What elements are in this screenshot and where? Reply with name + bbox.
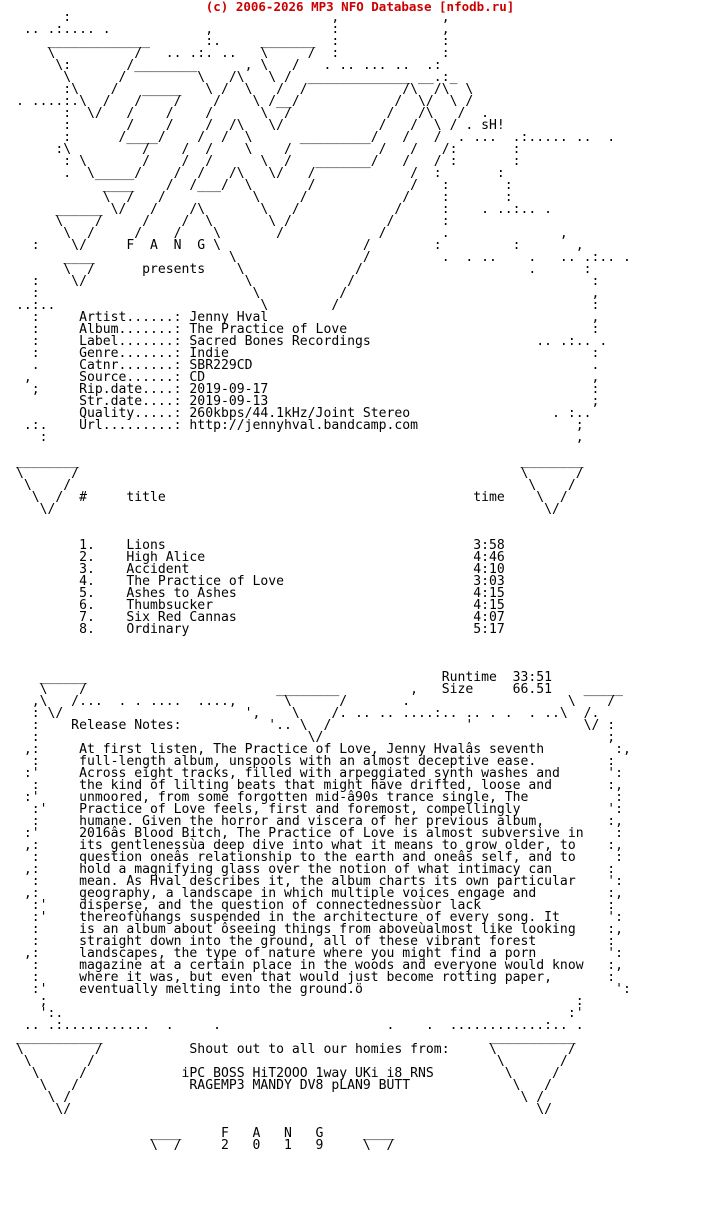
nfo-line: 3. Accident 4:10: [16, 562, 505, 577]
nfo-line: [16, 516, 631, 528]
nfo-line: .. .:.... . , : ,: [16, 22, 450, 37]
nfo-line: \ / / \ / / : :: [16, 190, 513, 205]
nfo-line: . \_____/ / / /\ \/ / / : :: [16, 166, 505, 181]
nfo-line: ,: At first listen, The Practice of Love, Jenny Hvalâs seventh :,: [16, 742, 631, 757]
nfo-line: ':. :': [16, 1006, 584, 1021]
nfo-line: : Album.......: The Practice of Love :: [16, 322, 600, 337]
nfo-line: ____ F A N G ____: [16, 1126, 395, 1141]
nfo-line: :' thereofùhangs suspended in the architecture of every song. It ':: [16, 910, 623, 925]
nfo-line: \ / .. .:. .. \ / : :: [16, 46, 450, 61]
nfo-line: ,: geography, a landscape in which multiple voices engage and :,: [16, 886, 623, 901]
nfo-line: \: /________ , \ / . .. ... .. .:: [16, 58, 442, 73]
nfo-line: Quality.....: 260kbps/44.1kHz/Joint Stereo . :..: [16, 406, 592, 421]
nfo-line: ; :: [16, 994, 584, 1009]
nfo-line: , Source......: CD ,: [16, 370, 600, 385]
nfo-line: \ / RAGEMP3 MANDY DV8 pLAN9 BUTT \ /: [16, 1078, 553, 1093]
nfo-line: \ / iPC BOSS HiT2OOO 1way UKi i8 RNS \ /: [16, 1066, 560, 1081]
nfo-line: 4. The Practice of Love 3:03: [16, 574, 505, 589]
nfo-line: \/ \/: [16, 502, 560, 517]
nfo-line: : Label.......: Sacred Bones Recordings .. .:.. .: [16, 334, 608, 349]
nfo-line: ,\ /... . . .... ...., \ / . \ /: [16, 694, 616, 709]
nfo-line: 6. Thumbsucker 4:15: [16, 598, 505, 613]
nfo-line: : full-length album, unspools with an almost deceptive ease. :: [16, 754, 616, 769]
nfo-line: : is an album about ôseeing things from aboveùalmost like looking :,: [16, 922, 623, 937]
nfo-line: Str.date....: 2019-09-13 ;: [16, 394, 600, 409]
nfo-line: :' Practice of Love feels, first and foremost, compellingly ':: [16, 802, 623, 817]
nfo-line: .:. Url.........: http://jennyhval.bandcamp.com ;: [16, 418, 584, 433]
nfo-line: . ....:.\ / / / / \ /__/ / \/ \ /: [16, 94, 474, 109]
site-header: (c) 2006-2026 MP3 NFO Database [nfodb.ru]: [205, 0, 515, 14]
nfo-line: : / / / /\ \/ / / \ / . sH!: [16, 118, 505, 133]
nfo-line: : Genre.......: Indie :: [16, 346, 600, 361]
nfo-line: . Catnr.......: SBR229CD .: [16, 358, 600, 373]
nfo-line: ..:.. \ / :: [16, 298, 600, 313]
nfo-line: :' disperse, and the question of connectednessùor lack :: [16, 898, 616, 913]
nfo-line: 5. Ashes to Ashes 4:15: [16, 586, 505, 601]
nfo-line: : \/ ', \ /. .. .. ....:.. .. . . . ..\ /.: [16, 706, 600, 721]
nfo-line: [16, 648, 631, 660]
nfo-line: : where it was, but even that would just become rotting paper, :: [16, 970, 616, 985]
nfo-line: :\ / _____ \ / \ / / /\ /\ \: [16, 82, 474, 97]
nfo-line: \ / 2 0 1 9 \ /: [16, 1138, 395, 1153]
nfo-line: : \/ ;: [16, 730, 616, 745]
nfo-line: ____ \ / . . .. . .. .:.. .: [16, 250, 631, 265]
nfo-line: 8. Ordinary 5:17: [16, 622, 505, 637]
nfo-line: \ / \ /: [16, 1054, 568, 1069]
nfo-line: ________ ________: [16, 454, 584, 469]
nfo-line: \ / \ /: [16, 478, 576, 493]
nfo-line: :' unmoored, from some forgotten mid-â90s trance single, The :: [16, 790, 623, 805]
nfo-line: : magazine at a certain place in the woods and everyone would know :,: [16, 958, 623, 973]
nfo-line: ,: landscapes, the type of nature where you might find a porn ':: [16, 946, 623, 961]
nfo-line: \ / \ /\ \ / _____________ __.:_: [16, 70, 458, 85]
nfo-line: : humane. Given the horror and viscera of her previous album, :,: [16, 814, 623, 829]
nfo-line: : mean. As Hval describes it, the album charts its own particular ':: [16, 874, 623, 889]
nfo-line: 1. Lions 3:58: [16, 538, 505, 553]
nfo-line: \ / / / \ \ / / :: [16, 214, 450, 229]
nfo-line: \ / Shout out to all our homies from: \ /: [16, 1042, 576, 1057]
nfo-line: .. .:........... . . . . ............:.. .: [16, 1018, 584, 1033]
nfo-line: : the kind of lilting beats that might have drifted, loose and :,: [16, 778, 623, 793]
nfo-line: \ / \ /: [16, 1090, 545, 1105]
nfo-line: :' 2016âs Blood Bitch, The Practice of Love is almost subversive in :: [16, 826, 623, 841]
nfo-line: :' Across eight tracks, filled with arpeggiated synth washes and ':: [16, 766, 623, 781]
nfo-line: : question oneâs relationship to the earth and oneâs self, and to :: [16, 850, 623, 865]
nfo-text-block: [16, 12, 631, 1152]
nfo-line: ______ \/ / /\ \ / / : . ..:.. .: [16, 202, 553, 217]
nfo-line: : Artist......: Jenny Hval ,: [16, 310, 600, 325]
nfo-line: _____________ :. _______ : :: [16, 34, 450, 49]
nfo-line: ,: hold a magnifying glass over the notion of what intimacy can :: [16, 862, 616, 877]
nfo-line: 2. High Alice 4:46: [16, 550, 505, 565]
nfo-line: \ / presents \ / . :: [16, 262, 592, 277]
nfo-line: : /____/ / / \ _________/ / / . ... .:..... .. .: [16, 130, 616, 145]
nfo-line: [16, 636, 631, 648]
nfo-line: ____ / /___/ \ / / : :: [16, 178, 513, 193]
nfo-line: : Release Notes: '.. \ / ' \/ :: [16, 718, 616, 733]
nfo-line: : ,: [16, 430, 584, 445]
nfo-line: :\ / / / \ / / / /: :: [16, 142, 521, 157]
nfo-line: : , ,: [16, 10, 450, 25]
nfo-line: : \ / / / \ / _______/ / / : :: [16, 154, 521, 169]
nfo-line: : \/ / / / \ / / /\ / .: [16, 106, 489, 121]
nfo-line: ; Rip.date....: 2019-09-17 :: [16, 382, 600, 397]
nfo-line: \ / / / \ / / . ,: [16, 226, 568, 241]
nfo-line: : \ / ,: [16, 286, 600, 301]
nfo-line: \/ \/: [16, 1102, 553, 1117]
nfo-line: ______ Runtime 33:51: [16, 670, 553, 685]
nfo-line: 7. Six Red Cannas 4:07: [16, 610, 505, 625]
nfo-line: ___________ ___________: [16, 1030, 576, 1045]
nfo-line: \ / ________ , Size 66.51 _____: [16, 682, 623, 697]
nfo-line: \ / # title time \ /: [16, 490, 568, 505]
nfo-line: : straight down into the ground, all of these vibrant forest :: [16, 934, 616, 949]
nfo-line: : \/ F A N G \ / : : ,: [16, 238, 584, 253]
nfo-line: \ / \ /: [16, 466, 584, 481]
nfo-line: :' eventually melting into the ground.ö ':: [16, 982, 631, 997]
nfo-line: ,: its gentlenessùa deep dive into what it means to grow older, to :,: [16, 838, 623, 853]
nfo-line: : \/ \ / :: [16, 274, 600, 289]
